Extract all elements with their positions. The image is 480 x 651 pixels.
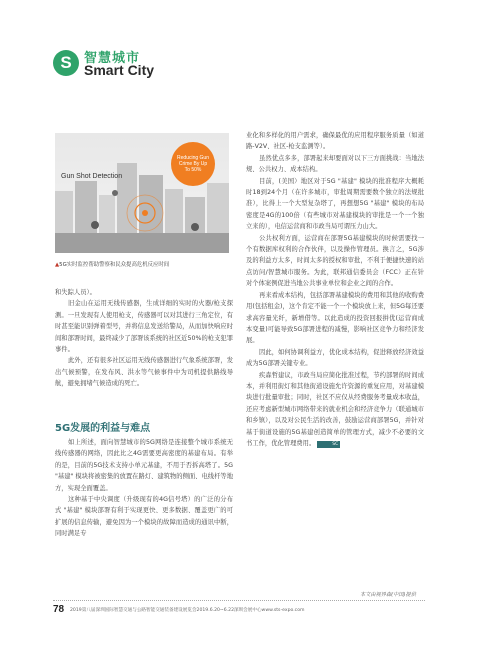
paragraph: 业化和多样化的用户需求，确保最优的应用程序服务质量（如道路-V2V、社区-枪支监测等）。: [246, 132, 424, 151]
photo-credit: 本文由视界森(中国)提供: [360, 592, 416, 598]
smart-city-logo: S: [53, 50, 79, 76]
page-number: 78: [53, 604, 65, 615]
figure-label: Gun Shot Detection: [61, 173, 123, 180]
gunshot-detection-image: [55, 133, 229, 253]
figure-caption: [55, 260, 169, 268]
paragraph: 这种基于中央调度（升级现有的4G信号塔）的广泛的分布式 "基建" 模块部署有利于实现更快、更多数据、覆盖更广的可扩展的信息传输，避免因为一个模块的故障而造成的通讯中断，同时满足专: [55, 496, 233, 538]
left-column-bottom: [55, 437, 233, 540]
paragraph: 如上所述，面向智慧城市的5G网络是连接整个城市系统无线传感器的网络，因此比之4G需要更高密度的基建布局。有举的是，目前的5G技术支持小单元基建，不用于否拆高塔了。5G "基建" 模块将被密集的放置在路灯、建筑物的侧面、电线杆等地方，实现全面覆盖。: [55, 439, 233, 492]
magazine-header: [53, 44, 253, 80]
end-mark: SC: [317, 441, 340, 448]
section-title-en: Smart City: [84, 62, 155, 78]
paragraph: [246, 370, 424, 450]
paragraph: 公共权利方面，运营商在部署5G基建模块的时候需要找一个有数据库权利的合作伙伴，以及操作管理员。换言之，5G涉及的利益方太多，时间太多的授权和审批，不利于便捷快速的站点访问/智慧城市服务。为此，联邦通信委员会（FCC）正在针对个体案例促进当地公共事业单位和企业之间的合作。: [246, 234, 424, 288]
footer-divider: [53, 600, 425, 601]
section-heading: 5G发展的利益与难点: [55, 423, 151, 434]
figure-bubble: Reducing Gun Crime By Up To 50%: [171, 142, 215, 186]
paragraph: 此外，还有很多社区运用无线传感器进行气象系统部署，发出气候预警，在发布风、洪水等气候事件中为司机提供路线导航，避免拥堵气候造成的死亡。: [55, 357, 233, 388]
left-column-top: [55, 287, 233, 390]
section-title-cn: 智慧城市: [84, 51, 141, 66]
paragraph: 旧金山在运用无线传感器，生成详细的实时的火器/枪支探测。一旦发现有人使用枪支，传感器可以对其进行三角定位，有时甚至能识别弹着型号，并将信息发送给警局，从而加快响应时间和部署时间，最终减少了部署该系统的社区近50%的枪支犯罪事件。: [55, 300, 233, 354]
paragraph: 目前，(美国）地区对于5G "基建" 模块的批准程序大概耗时18到24个月（在许多城市，审批周期需要数个独立的法规批准），比得上一个大型复杂塔了，再想想5G "基建" 模块的布局密度是4G的100倍（有些城市对基建模块的审批是一个一个独立来的），电信运营商和市政当局可谓压力山大。: [246, 177, 424, 231]
caption-text: 5G实时监控帮助警察和民众提高危机反应时间: [59, 262, 170, 268]
paragraph-text: 疾森哲建议，市政当局应简化批准过程，节约部署的时间成本，并利用街灯和其他街道设施允许资源的重复应用，对基建模块进行批量审批；同时，社区不应仅从经费服务考量成本收益，还应考虑新型城市网络带来的就业机会和经济竞争力（联通城市和乡镇），以及对公民生活的改善，鼓励运营商部署5G，并针对基于街道设施的5G基建创造简单的管理方式，减少不必要的文书工作，优化管理费用。: [246, 371, 424, 447]
paragraph: 虽然优点多多，部署起来却要面对以下三方面挑战：当地法规、公共权力、成本结构。: [246, 154, 424, 174]
paragraph: 因此，如何协调利益方，优化成本结构，促进释放经济效益成为5G部署关键专业。: [246, 348, 424, 368]
paragraph: 再来看成本结构，包括部署基建模块的费用和其他的收购费用(包括租金)，这个肯定不能一个一个模块放上来，但5G每还要求高容量光纤，新增借等。以此造成的投资回报拼优(运营商成本变量)可能导致5G部署进程的减慢，影响社区竞争力和经济发展。: [246, 291, 424, 345]
paragraph: 和失踪人员）。: [55, 289, 96, 296]
right-column: [246, 130, 424, 449]
caption-marker: ▲: [55, 262, 60, 268]
footer-text: 2019第八届深圳国际智慧交通与公路智能交通装备建设展览会2019.6.20~6.22深圳会展中心www.sts-expo.com: [70, 608, 305, 613]
